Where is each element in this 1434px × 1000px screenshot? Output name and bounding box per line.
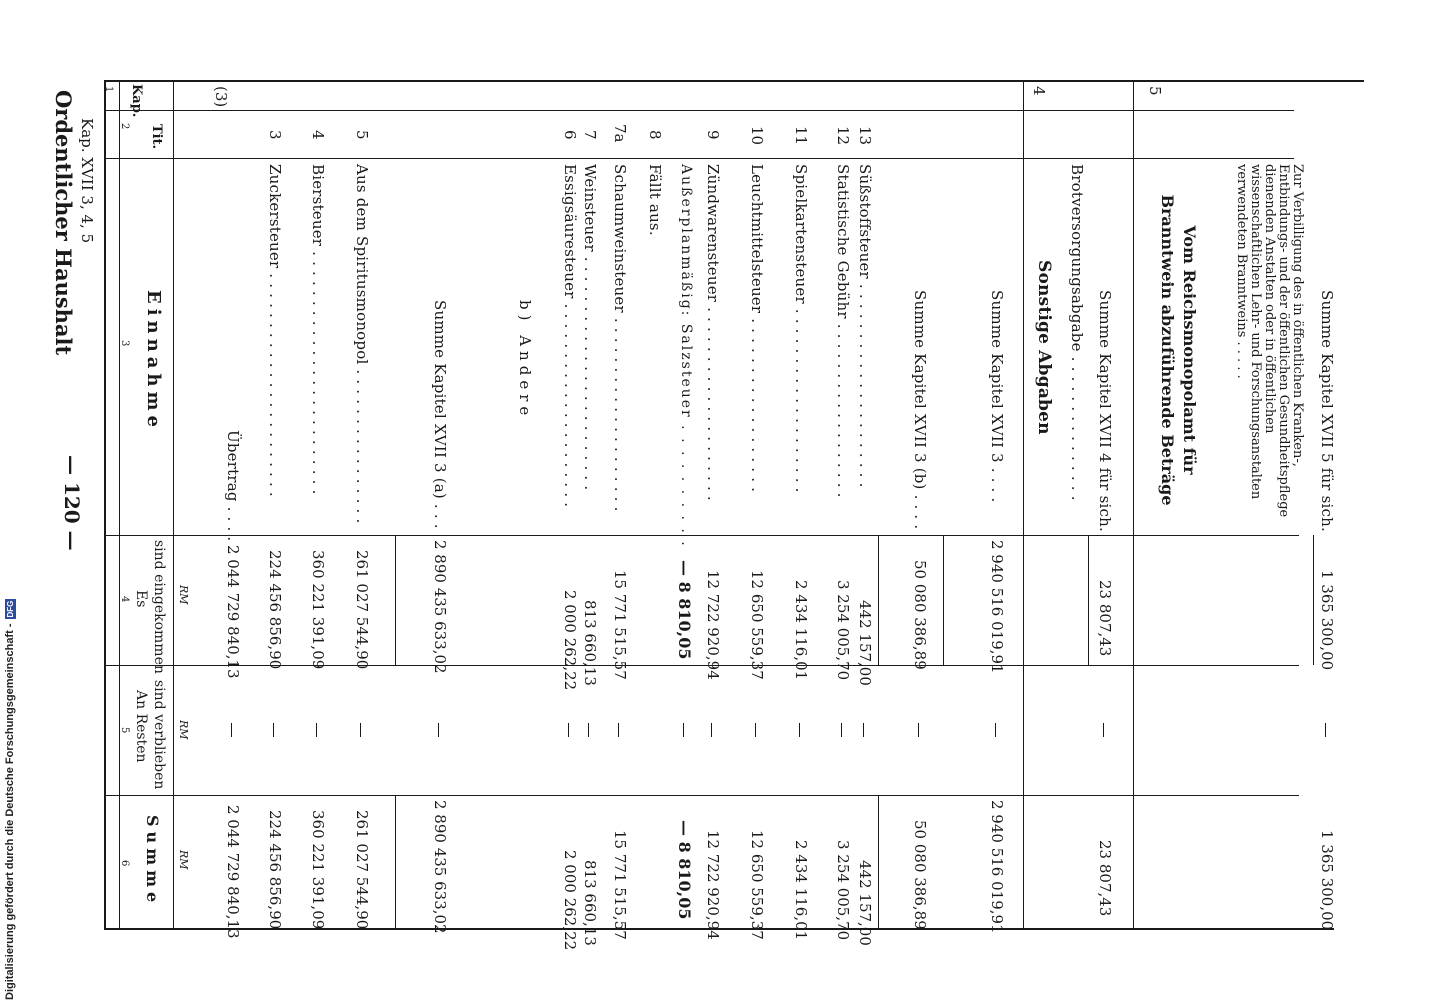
row-amount-col6: 3 254 005,70 (834, 840, 852, 941)
row-amount-col4: 3 254 005,70 (834, 580, 852, 681)
row-dash-col5 (273, 723, 274, 737)
row-dash-col5 (863, 723, 864, 737)
rule-top (104, 80, 106, 930)
row-dash-col5 (841, 723, 842, 737)
subtotal-rule-col4 (395, 535, 396, 665)
col-header-kap: Kap. (129, 84, 144, 118)
tit-number: 4 (309, 130, 327, 140)
row-amount-col6: 2 044 729 840,13 (224, 805, 242, 939)
row-label: Süßstoffsteuer . . . . . . . . . . . . . . . . . . . . . (856, 164, 874, 488)
row-amount-col4: 50 080 386,89 (911, 560, 929, 670)
row-amount-col6: 442 157,00 (856, 860, 874, 946)
subtotal-label: Summe Kapitel XVII 5 für sich. (1318, 290, 1336, 532)
row-amount-col6: 15 771 515,57 (611, 830, 629, 940)
row-amount-col6: 261 027 544,90 (353, 810, 371, 930)
row-amount-col4: 1 365 300,00 (1318, 570, 1336, 671)
row-label: Zuckersteuer . . . . . . . . . . . . . . . . . . . . . . . (266, 164, 284, 497)
tit-number: 3 (266, 130, 284, 140)
tit-number: 8 (646, 130, 664, 140)
col-num-4: 4 (119, 596, 130, 603)
row-description: Zur Verbilligung des in öffentlichen Kranken-, Entbindungs- und der öffentlichen Gesundheitspflege dienenden Anstalten oder in öffentlichen wissenschaftlichen Lehr- und Forschungsanstalten verwendeten Branntweins . . . . . (1234, 164, 1305, 518)
col-header-einnahme: Einnahme (143, 290, 164, 432)
row-label: Außerplanmäßig: Salzsteuer . . . . . . . . . . (678, 164, 694, 548)
row-dash-col5 (711, 723, 712, 737)
tit-number: 11 (792, 126, 810, 146)
row-dash-col5 (360, 723, 361, 737)
page-header-subtitle: Kap. XVII 3, 4, 5 (78, 118, 96, 244)
col-num-5: 5 (119, 727, 130, 734)
rule-tit (106, 158, 1294, 159)
row-amount-col4: 360 221 391,09 (309, 550, 327, 670)
tit-number: 7a (611, 124, 629, 143)
row-dash-col5 (1325, 723, 1326, 737)
rule-left (106, 80, 1364, 82)
row-dash-col5 (995, 723, 996, 737)
row-dash-col5 (438, 723, 439, 737)
subtotal-rule-col6 (878, 795, 879, 928)
row-dash-col5 (231, 723, 232, 737)
row-label: Spielkartensteuer . . . . . . . . . . . . . . . . . . . (792, 164, 810, 493)
kap-number: (3) (212, 86, 230, 108)
rule-resten (106, 795, 1299, 796)
tit-number: 12 (834, 126, 852, 146)
tit-number: 9 (704, 130, 722, 140)
kap-number: 4 (1030, 86, 1048, 96)
col-header-eingekommen-2: sind eingekommen (151, 540, 167, 674)
page-number: — 120 — (60, 455, 84, 551)
rule-kap (106, 110, 1294, 111)
page-header-title: Ordentlicher Haushalt (51, 90, 76, 356)
row-amount-col6: 50 080 386,89 (911, 820, 929, 930)
subtotal-rule-col4 (943, 535, 944, 665)
total-label: Summe Kapitel XVII 3 . . . . (988, 290, 1006, 503)
row-amount-col4: 2 044 729 840,13 (224, 545, 242, 679)
section-divider (1023, 80, 1024, 928)
tit-number: 10 (748, 126, 766, 146)
col-header-resten-1: An Resten (133, 690, 149, 763)
row-dash-col5 (755, 723, 756, 737)
row-label: Essigsäuresteuer . . . . . . . . . . . . . . . . . . . . . (561, 164, 579, 508)
row-label: Übertrag . . . . (224, 430, 242, 542)
col-header-resten-2: sind verblieben (151, 680, 167, 790)
kap-number: 5 (1146, 86, 1164, 96)
tit-number: 7 (581, 130, 599, 140)
unit-label-col4: RM (177, 585, 190, 605)
subtotal-rule-col4 (1088, 535, 1089, 665)
row-amount-col6: 12 722 920,94 (704, 830, 722, 940)
col-num-3: 3 (119, 340, 130, 347)
subtotal-rule-col4 (878, 535, 879, 665)
row-amount-col4: 23 807,43 (1096, 580, 1114, 657)
row-label: Statistische Gebühr . . . . . . . . . . . . . . . . . . (834, 164, 852, 498)
row-amount-col4: 2 940 516 019,91 (988, 540, 1006, 674)
row-amount-col6: 360 221 391,09 (309, 810, 327, 930)
row-label: Brotversorgungsabgabe . . . . . . . . . . . . . . . (1068, 164, 1086, 501)
col-num-2: 2 (119, 123, 130, 130)
footer-text: Digitalisierung gefördert durch die Deutsche Forschungsgemeinschaft - (4, 623, 16, 1000)
row-label: Zündwarensteuer . . . . . . . . . . . . . . . . . . . . (704, 164, 722, 501)
row-label: Aus dem Spiritusmonopol . . . . . . . . . . . . . . . . (353, 164, 371, 524)
rule-colnum (119, 80, 120, 930)
subtotal-label: Summe Kapitel XVII 3 (a) . . . (431, 300, 449, 529)
row-amount-col4: 12 722 920,94 (704, 570, 722, 680)
dfg-logo: DFG (5, 600, 15, 618)
row-dash-col5 (568, 723, 569, 737)
row-label: Leuchtmittelsteuer . . . . . . . . . . . . . . . . . . (748, 164, 766, 493)
digitization-credit (4, 0, 22, 1000)
subtotal-rule-col4 (1313, 535, 1314, 665)
row-amount-col6: 1 365 300,00 (1318, 830, 1336, 931)
col-header-eingekommen-1: Es (133, 590, 149, 608)
row-amount-col4: 224 456 856,90 (266, 550, 284, 670)
row-amount-col6: — 8 810,05 (675, 820, 694, 920)
row-dash-col5 (618, 723, 619, 737)
rule-header (173, 80, 174, 930)
rule-eingekommen (106, 665, 1299, 666)
row-dash-col5 (799, 723, 800, 737)
row-label: Weinsteuer . . . . . . . . . . . . . . . . . . . . . . . . (581, 164, 599, 491)
row-amount-col4: 12 650 559,37 (748, 570, 766, 680)
row-dash-col5 (683, 723, 684, 737)
row-label: Fällt aus. (646, 164, 664, 236)
row-label: Biersteuer . . . . . . . . . . . . . . . . . . . . . . . . . (309, 164, 327, 495)
row-dash-col5 (1103, 723, 1104, 737)
row-amount-col4: 813 660,13 (581, 600, 599, 686)
section-heading: Sonstige Abgaben (1034, 260, 1054, 435)
section-divider (1133, 80, 1134, 928)
row-amount-col6: 2 434 116,01 (792, 840, 810, 941)
row-amount-col6: 2 000 262,22 (561, 850, 579, 951)
unit-label-col6: RM (177, 850, 190, 870)
row-amount-col4: 2 434 116,01 (792, 580, 810, 681)
row-amount-col6: 224 456 856,90 (266, 810, 284, 930)
col-num-1: 1 (103, 86, 114, 93)
subtotal-label: Summe Kapitel XVII 3 (b) . . . . (911, 290, 929, 530)
row-dash-col5 (316, 723, 317, 737)
row-amount-col4: 15 771 515,57 (611, 570, 629, 680)
row-amount-col6: 2 940 516 019,91 (988, 800, 1006, 934)
row-dash-col5 (588, 723, 589, 737)
subtotal-rule-col6 (395, 795, 396, 928)
row-amount-col6: 23 807,43 (1096, 840, 1114, 917)
section-label: b) Andere (516, 300, 534, 421)
row-amount-col4: 2 000 262,22 (561, 590, 579, 691)
unit-label-col5: RM (177, 720, 190, 740)
rule-einnahme (106, 535, 1299, 536)
subtotal-label: Summe Kapitel XVII 4 für sich. (1096, 290, 1114, 532)
col-num-6: 6 (119, 860, 130, 867)
row-amount-col4: 2 890 435 633,02 (431, 540, 449, 674)
row-amount-col4: — 8 810,05 (675, 560, 694, 660)
row-label: Schaumweinsteuer . . . . . . . . . . . . . . . . . . . . (611, 164, 629, 512)
col-header-summe: Summe (143, 815, 162, 908)
tit-number: 13 (856, 126, 874, 146)
section-heading: Vom Reichsmonopolamt für Branntwein abzuführende Beträge (1158, 194, 1199, 506)
row-amount-col6: 2 890 435 633,02 (431, 800, 449, 934)
tit-number: 6 (561, 130, 579, 140)
row-amount-col6: 813 660,13 (581, 860, 599, 946)
row-amount-col4: 261 027 544,90 (353, 550, 371, 670)
row-dash-col5 (918, 723, 919, 737)
col-header-tit: Tit. (149, 124, 164, 150)
tit-number: 5 (353, 130, 371, 140)
row-amount-col6: 12 650 559,37 (748, 830, 766, 940)
row-amount-col4: 442 157,00 (856, 600, 874, 686)
